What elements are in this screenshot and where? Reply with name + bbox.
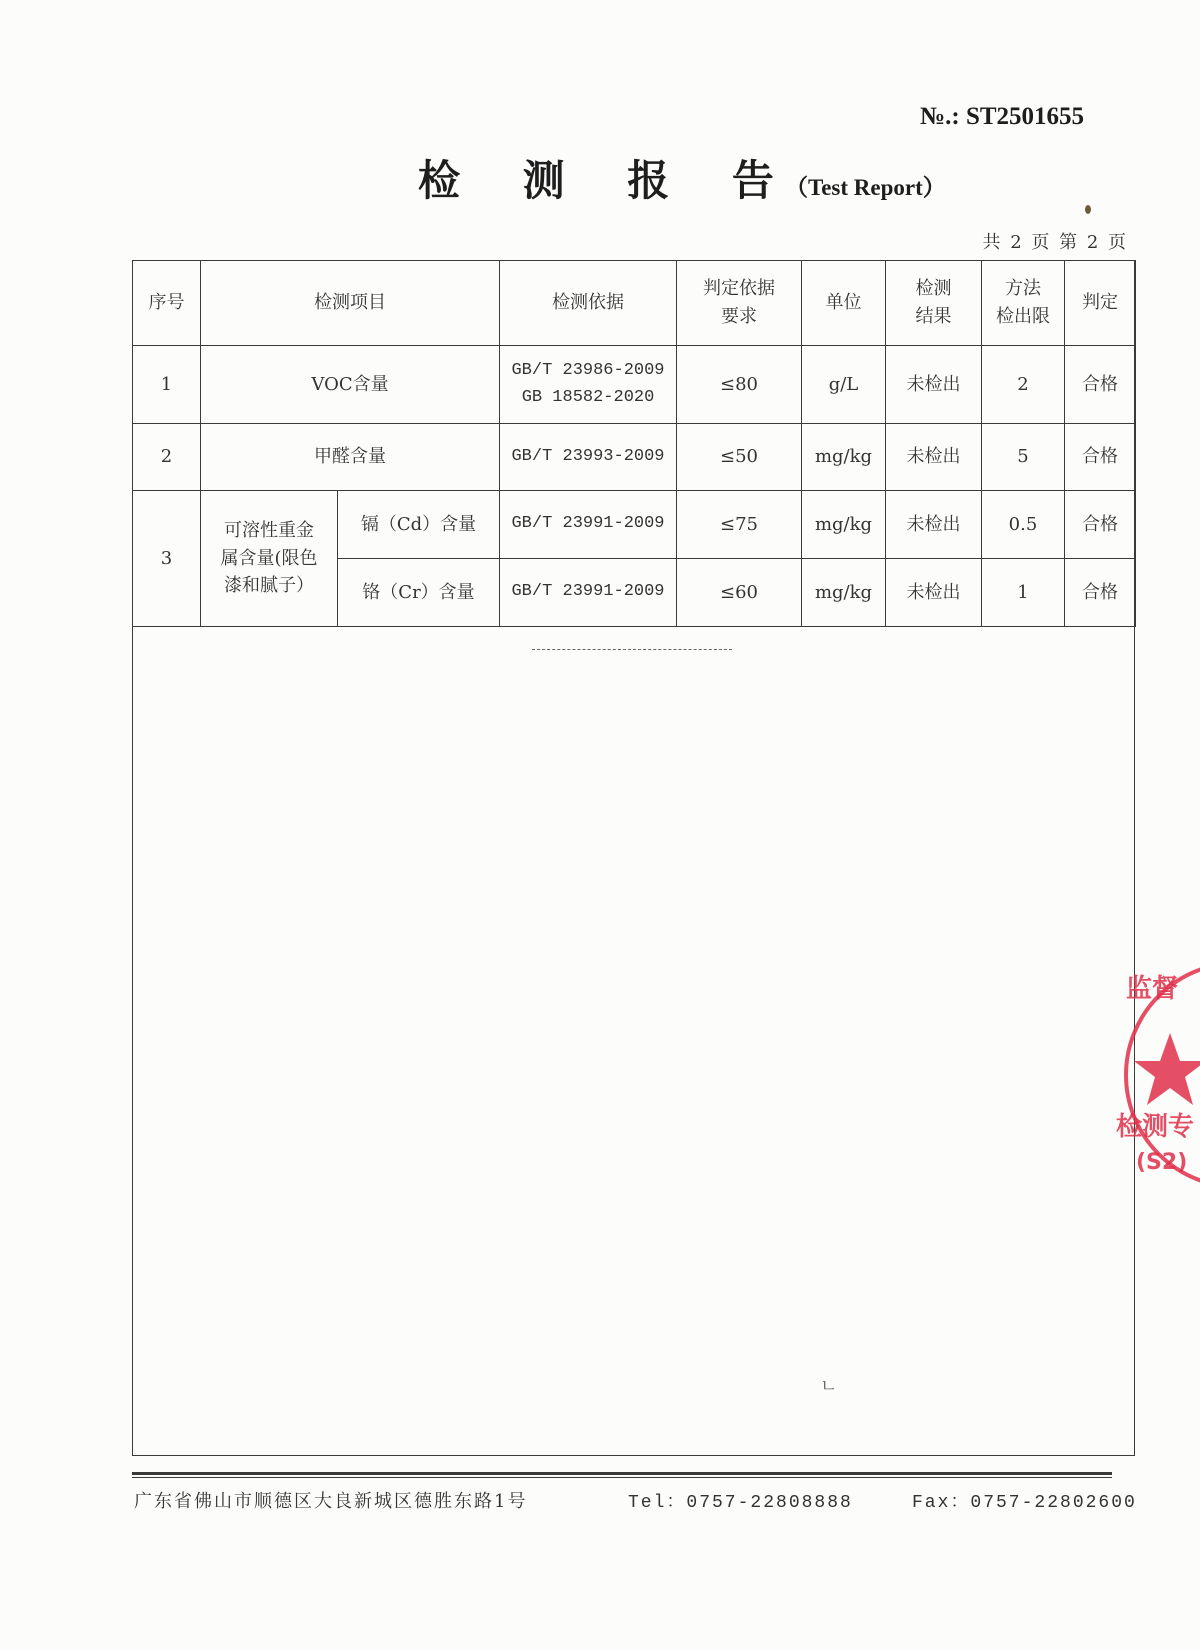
header-requirement: 判定依据 要求: [677, 261, 802, 346]
cell-requirement: ≤75: [677, 491, 802, 559]
footer-telephone: Tel：0757-22808888: [628, 1493, 853, 1513]
header-item: 检测项目: [201, 261, 500, 346]
cell-seq: 2: [133, 424, 201, 491]
cell-requirement: ≤50: [677, 424, 802, 491]
title-chinese: 检 测 报 告: [418, 156, 798, 205]
cell-limit: 5: [982, 424, 1065, 491]
report-number: №.: ST2501655: [920, 103, 1085, 130]
footer-divider-thin: [132, 1477, 1112, 1478]
header-judgement: 判定: [1065, 261, 1136, 346]
cell-basis: GB/T 23991-2009: [500, 559, 677, 627]
cell-basis: GB/T 23986-2009 GB 18582-2020: [500, 346, 677, 424]
cell-result: 未检出: [886, 491, 982, 559]
cell-result: 未检出: [886, 346, 982, 424]
header-unit: 单位: [802, 261, 886, 346]
cell-judgement: 合格: [1065, 424, 1136, 491]
test-results-table: [132, 260, 1136, 627]
cell-unit: g/L: [802, 346, 886, 424]
cell-subitem: 镉（Cd）含量: [338, 491, 500, 559]
cell-seq: 1: [133, 346, 201, 424]
cell-item: VOC含量: [201, 346, 500, 424]
footer-fax: Fax：0757-22802600: [912, 1493, 1137, 1513]
table-row: [133, 346, 1136, 424]
official-seal: [1116, 955, 1200, 1195]
ink-speck: [1085, 205, 1091, 214]
seal-text-top: 监督: [1126, 974, 1179, 1004]
cell-unit: mg/kg: [802, 491, 886, 559]
table-header-row: [133, 261, 1136, 346]
cell-unit: mg/kg: [802, 559, 886, 627]
cell-unit: mg/kg: [802, 424, 886, 491]
scan-artifact: ㄴ: [820, 1376, 838, 1397]
star-icon: [1134, 1033, 1200, 1105]
seal-code: (S2): [1136, 1150, 1188, 1175]
title-english: （Test Report）: [784, 175, 946, 200]
header-basis: 检测依据: [500, 261, 677, 346]
cell-judgement: 合格: [1065, 559, 1136, 627]
table-row: [133, 491, 1136, 559]
footer-divider: [132, 1472, 1112, 1475]
header-detection-limit: 方法 检出限: [982, 261, 1065, 346]
cell-result: 未检出: [886, 559, 982, 627]
header-seq: 序号: [133, 261, 201, 346]
cell-limit: 1: [982, 559, 1065, 627]
cell-subitem: 铬（Cr）含量: [338, 559, 500, 627]
end-of-table-line: [532, 649, 732, 650]
header-result: 检测 结果: [886, 261, 982, 346]
cell-basis: GB/T 23991-2009: [500, 491, 677, 559]
cell-requirement: ≤80: [677, 346, 802, 424]
report-title: [418, 148, 946, 208]
cell-judgement: 合格: [1065, 346, 1136, 424]
seal-text-mid: 检测专: [1116, 1112, 1195, 1142]
cell-group-label: 可溶性重金 属含量(限色 漆和腻子）: [201, 491, 338, 627]
footer-address: 广东省佛山市顺德区大良新城区德胜东路1号: [134, 1491, 528, 1512]
cell-requirement: ≤60: [677, 559, 802, 627]
cell-limit: 2: [982, 346, 1065, 424]
table-row: [133, 424, 1136, 491]
page-indicator: 共 2 页 第 2 页: [982, 232, 1128, 253]
cell-seq: 3: [133, 491, 201, 627]
cell-result: 未检出: [886, 424, 982, 491]
cell-basis: GB/T 23993-2009: [500, 424, 677, 491]
cell-limit: 0.5: [982, 491, 1065, 559]
cell-judgement: 合格: [1065, 491, 1136, 559]
cell-item: 甲醛含量: [201, 424, 500, 491]
